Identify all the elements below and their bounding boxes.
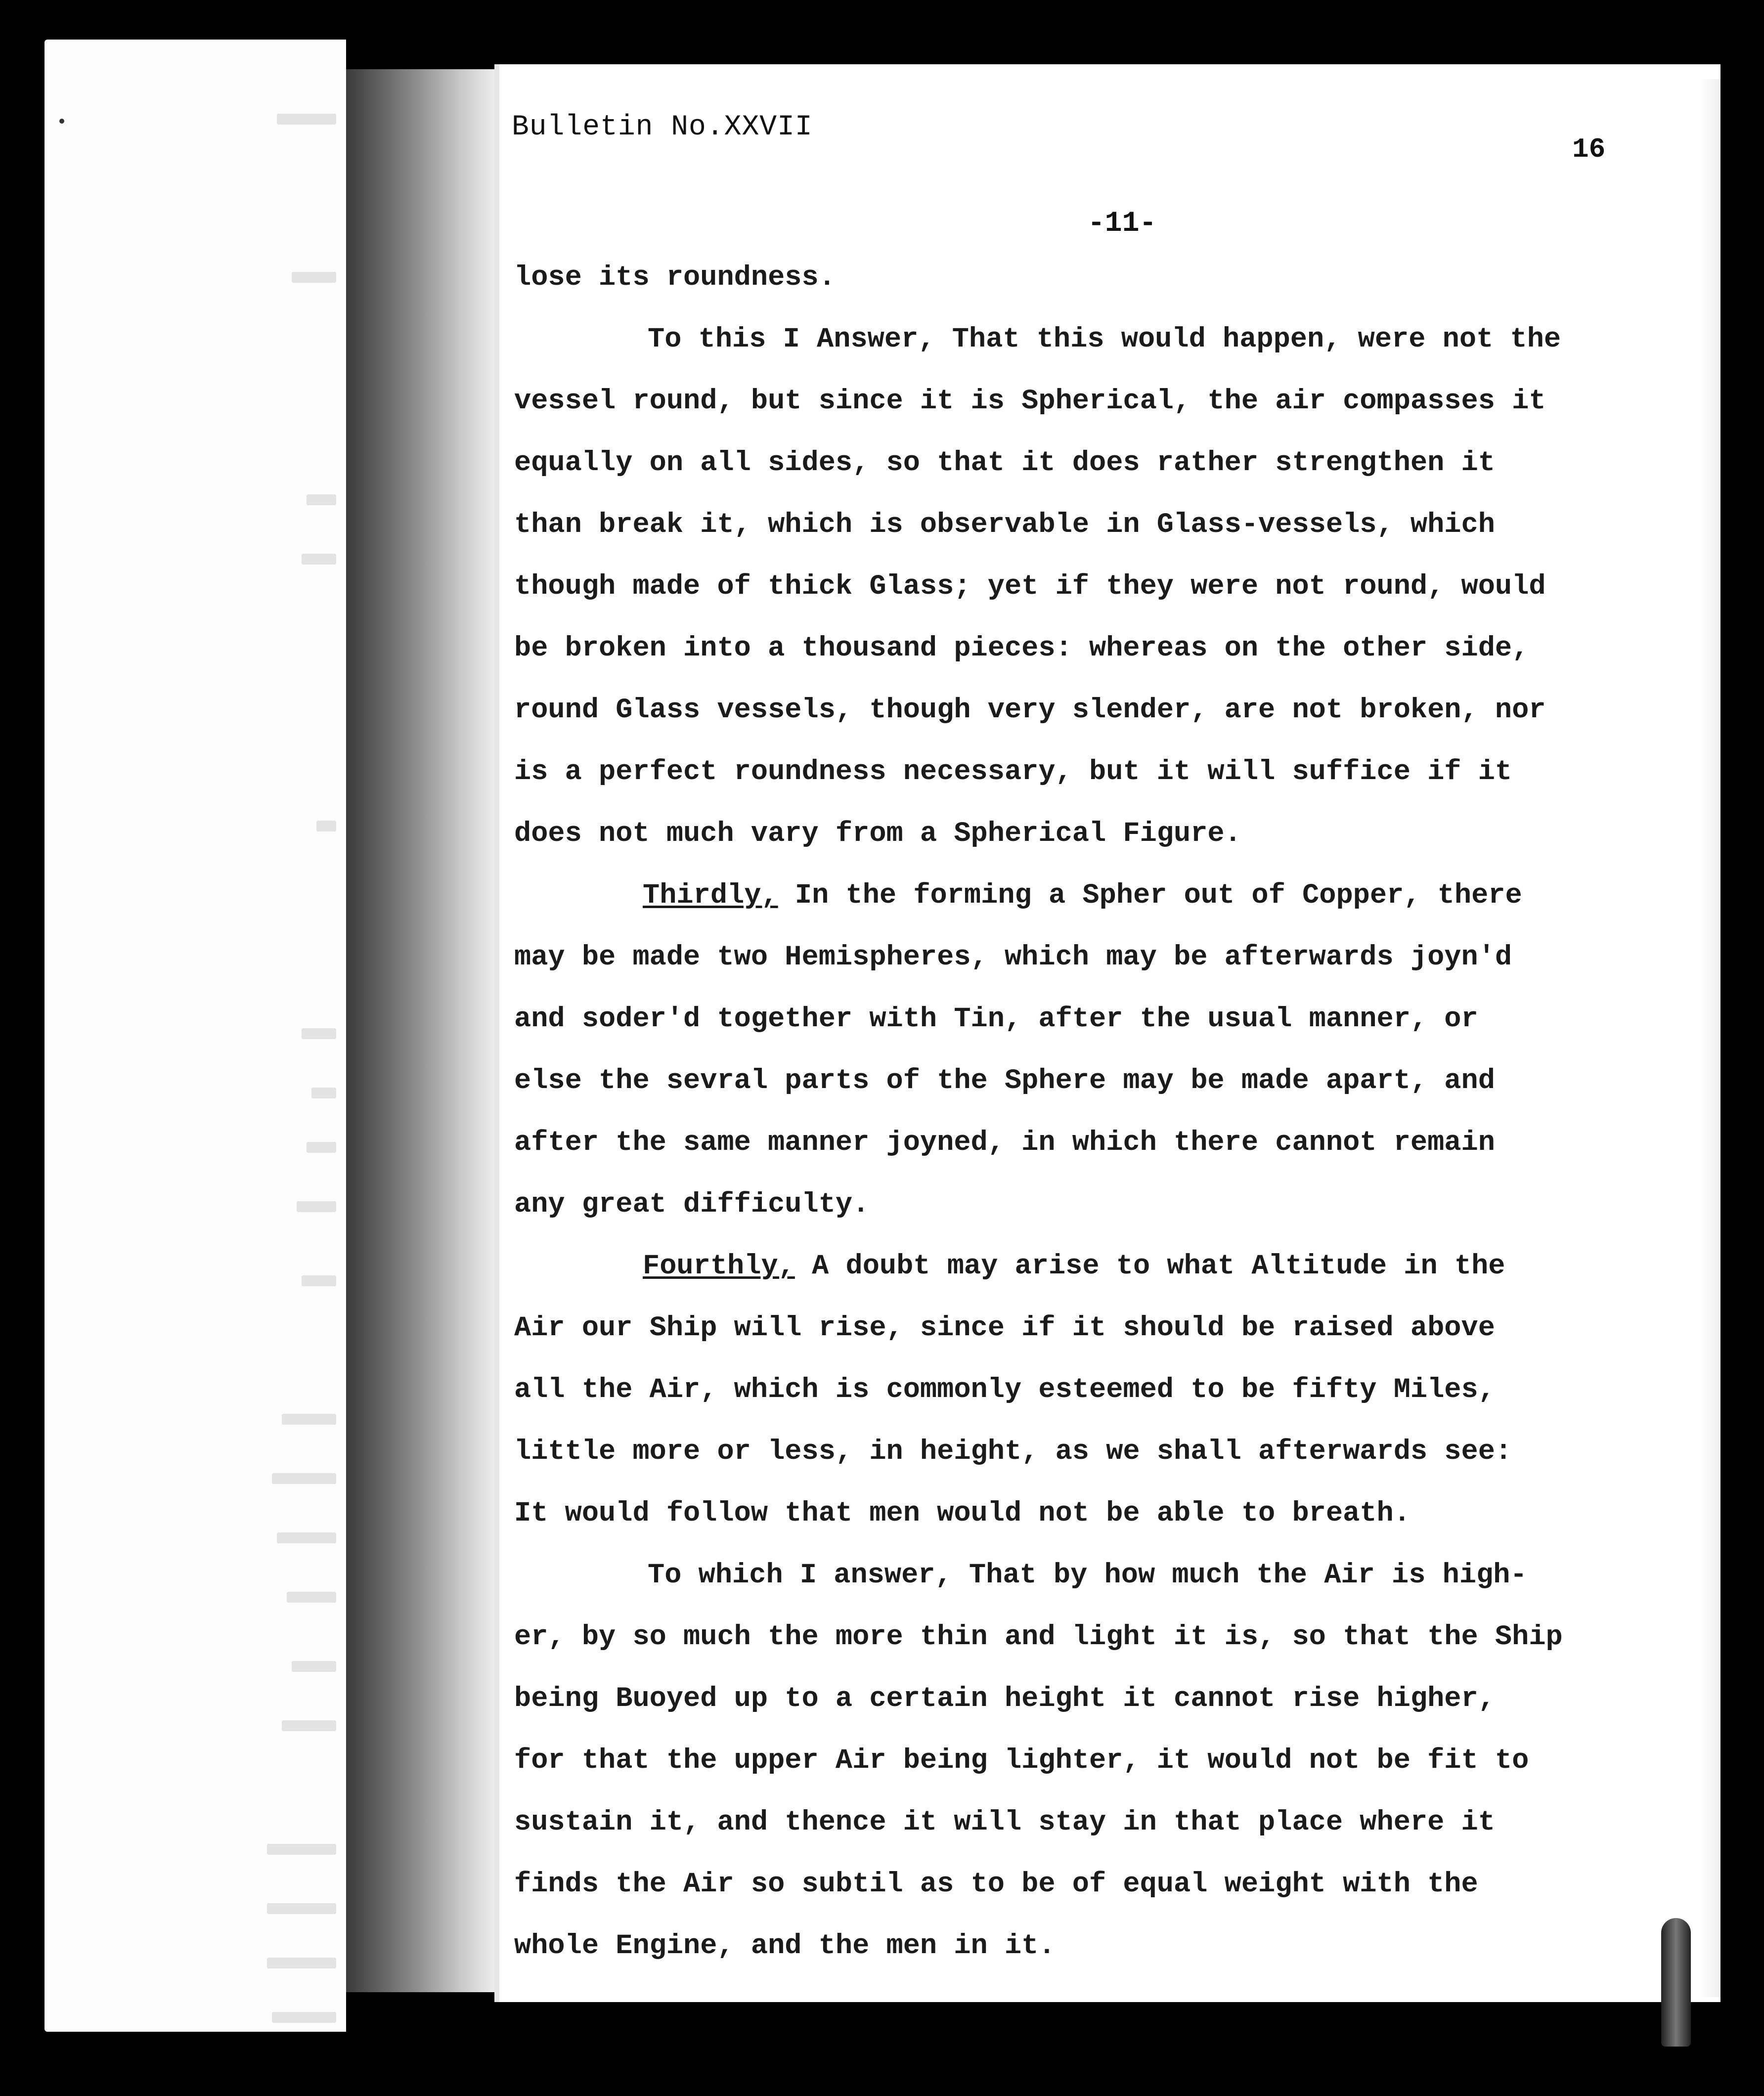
text-line: is a perfect roundness necessary, but it will suffice if it: [514, 756, 1512, 788]
text-line: To this I Answer, That this would happen, were not the: [648, 324, 1561, 355]
text-line: any great difficulty.: [514, 1189, 870, 1221]
text-line: than break it, which is observable in Glass-vessels, which: [514, 509, 1495, 541]
text-line: all the Air, which is commonly esteemed to be fifty Miles,: [514, 1374, 1495, 1406]
sheet-number: 16: [1572, 133, 1606, 165]
text-line: sustain it, and thence it will stay in that place where it: [514, 1807, 1495, 1838]
paragraph-thirdly: [514, 865, 1691, 927]
text-line: round Glass vessels, though very slender, are not broken, nor: [514, 695, 1546, 726]
text-line: after the same manner joyned, in which there cannot remain: [514, 1127, 1495, 1159]
text-line: be broken into a thousand pieces: whereas on the other side,: [514, 633, 1529, 664]
document-body: [514, 247, 1691, 1977]
text-line: lose its roundness.: [514, 262, 836, 294]
text-line: and soder'd together with Tin, after the usual manner, or: [514, 1004, 1478, 1035]
text-line: else the sevral parts of the Sphere may be made apart, and: [514, 1065, 1495, 1097]
text-line: may be made two Hemispheres, which may be afterwards joyn'd: [514, 942, 1512, 973]
text-line: equally on all sides, so that it does rather strengthen it: [514, 447, 1495, 479]
bulletin-header: Bulletin No.XXVII: [512, 111, 813, 143]
text-line: To which I answer, That by how much the Air is high-: [648, 1560, 1527, 1591]
paragraph-fourthly: [514, 1236, 1691, 1298]
text-line: being Buoyed up to a certain height it cannot rise higher,: [514, 1683, 1495, 1715]
text-line: though made of thick Glass; yet if they were not round, would: [514, 571, 1546, 603]
text-line: Air our Ship will rise, since if it should be raised above: [514, 1312, 1495, 1344]
book-gutter-shadow: [346, 69, 499, 1992]
text-line: does not much vary from a Spherical Figure.: [514, 818, 1241, 850]
text-line: A doubt may arise to what Altitude in the: [812, 1251, 1505, 1282]
pen-tip: [1661, 1918, 1691, 2047]
text-line: In the forming a Spher out of Copper, there: [794, 880, 1522, 912]
page-right-edge: [1701, 79, 1720, 1997]
heading-fourthly: Fourthly,: [643, 1251, 795, 1282]
text-line: It would follow that men would not be able to breath.: [514, 1498, 1411, 1529]
text-line: finds the Air so subtil as to be of equal weight with the: [514, 1869, 1478, 1900]
page-number: -11-: [1088, 208, 1157, 240]
facing-page: [44, 40, 346, 2032]
text-line: vessel round, but since it is Spherical, the air compasses it: [514, 386, 1546, 417]
text-line: for that the upper Air being lighter, it would not be fit to: [514, 1745, 1529, 1777]
text-line: whole Engine, and the men in it.: [514, 1930, 1056, 1962]
heading-thirdly: Thirdly,: [643, 880, 778, 912]
scan-speck: [59, 119, 64, 124]
text-line: er, by so much the more thin and light it is, so that the Ship: [514, 1621, 1563, 1653]
faded-facing-text: [257, 40, 336, 2032]
text-line: little more or less, in height, as we shall afterwards see:: [514, 1436, 1512, 1468]
page-margin-rule: [494, 64, 499, 2002]
